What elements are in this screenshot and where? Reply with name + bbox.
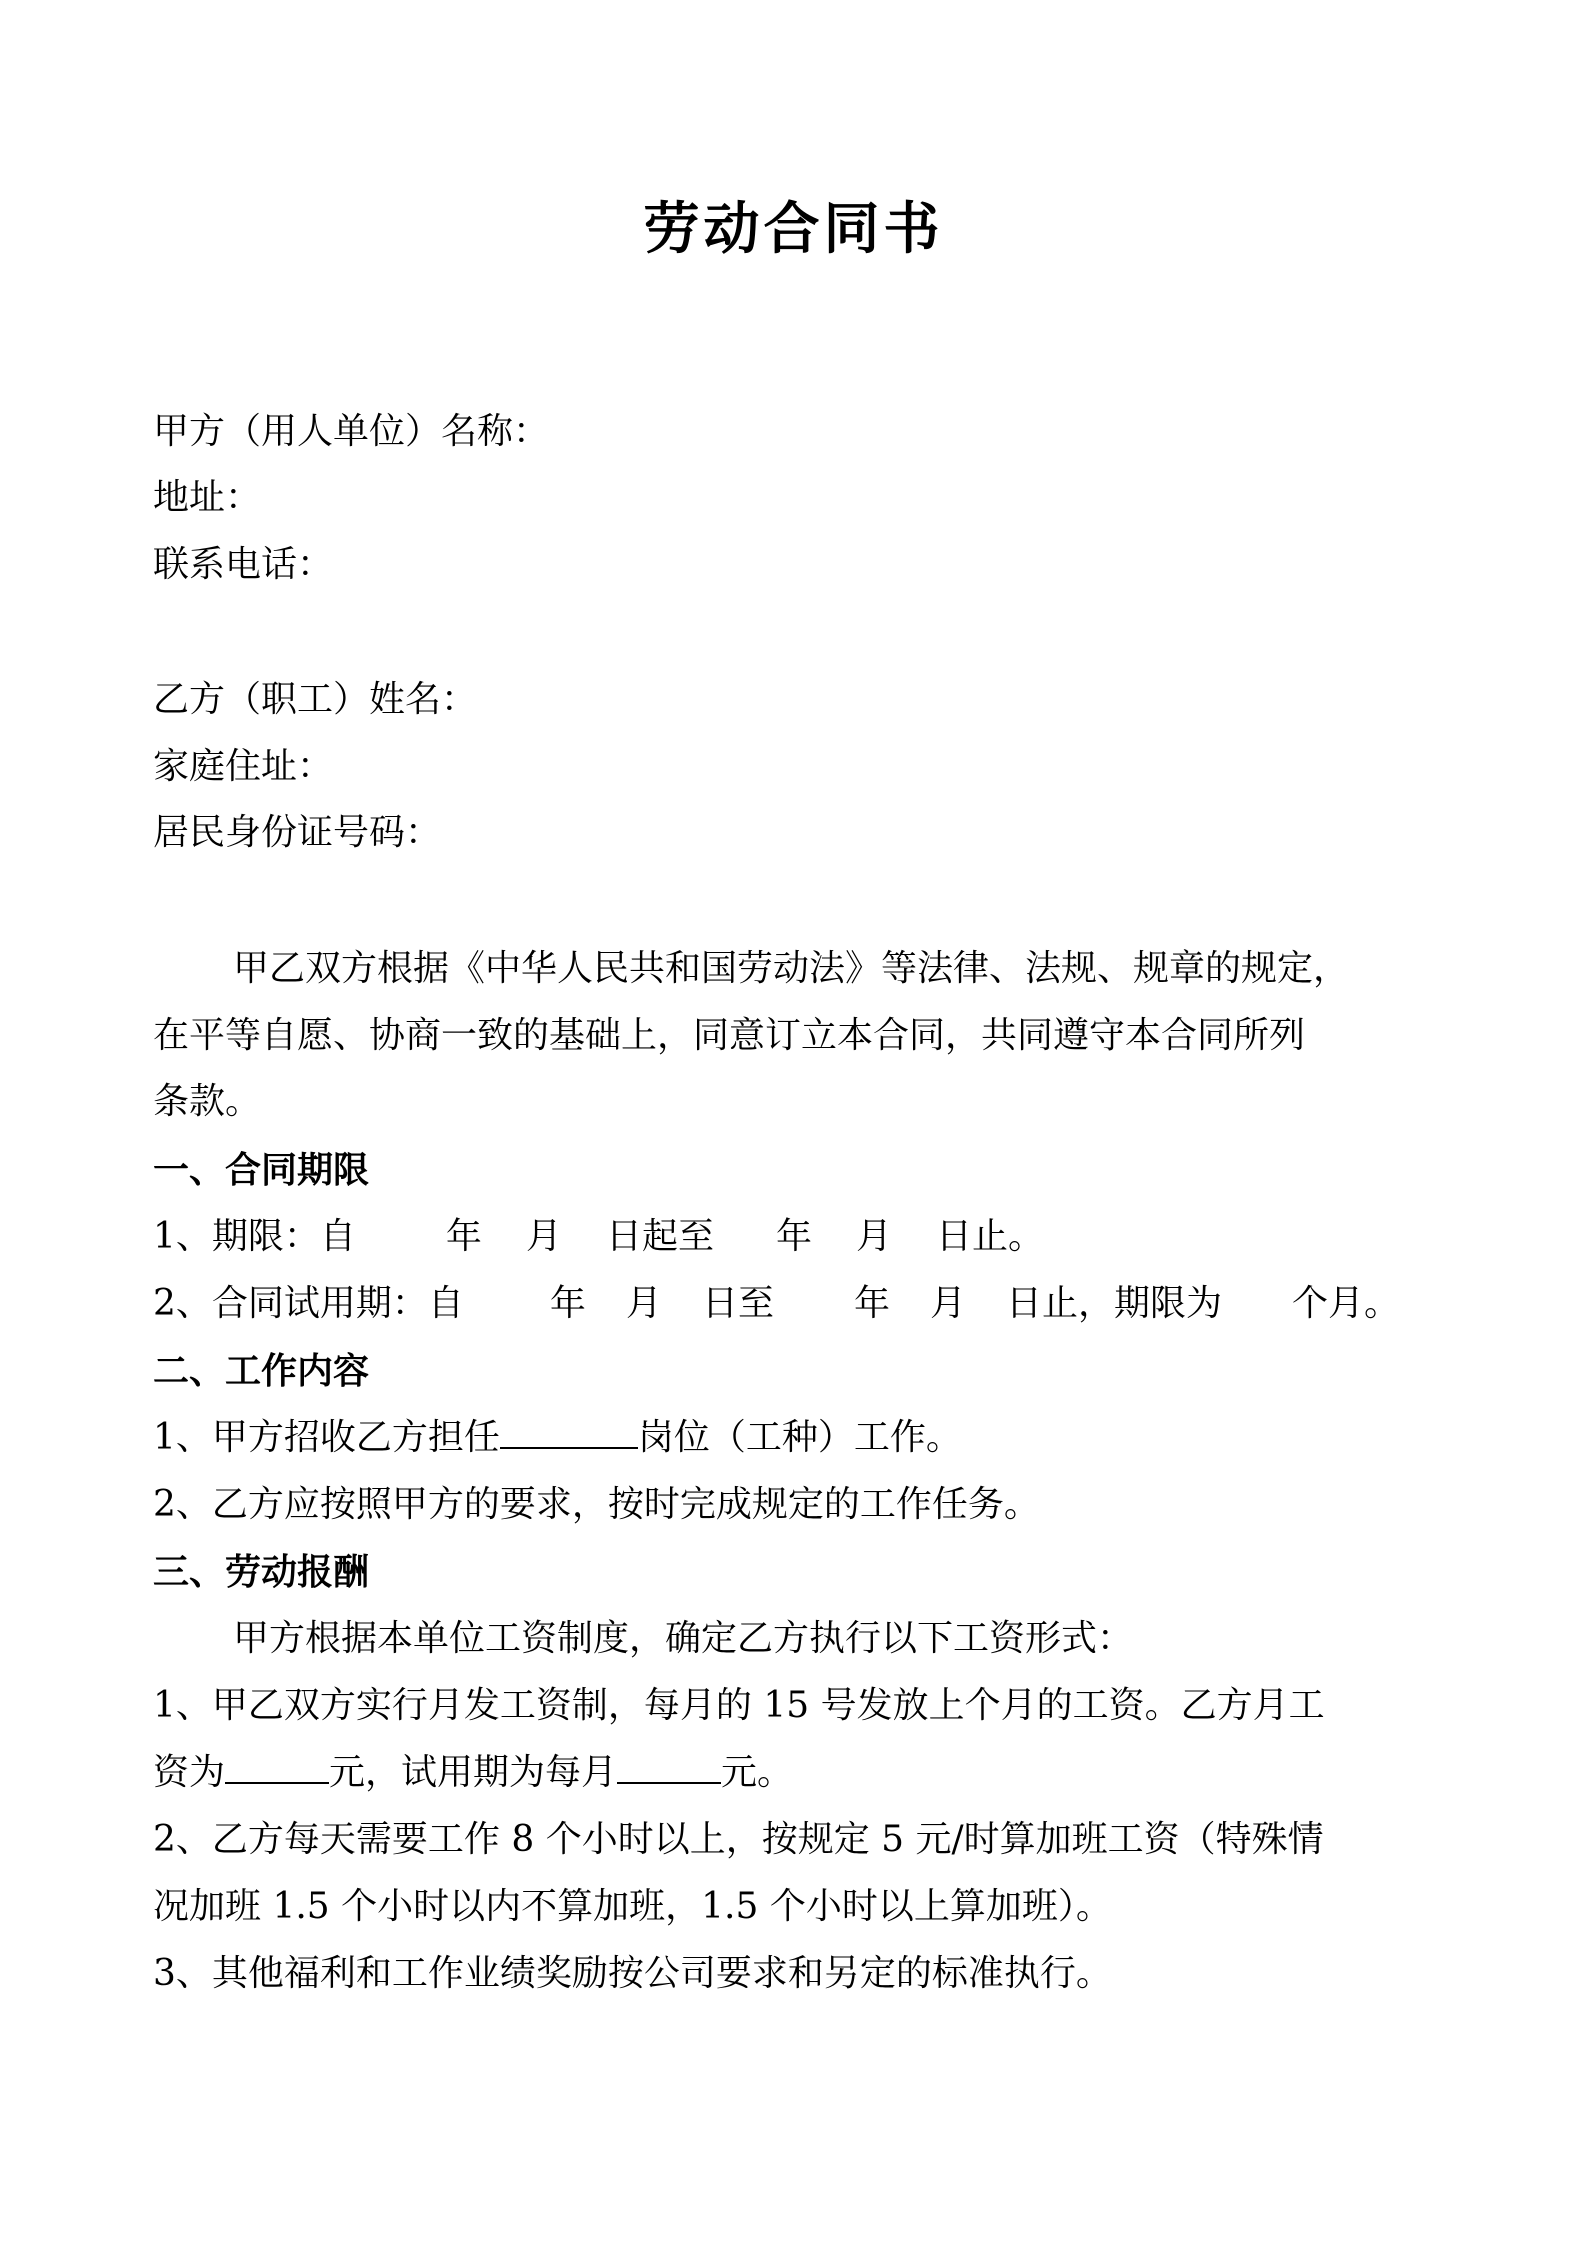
salary-prefix: 资为 (153, 1752, 226, 1793)
party-b-home-label: 家庭住址： (153, 746, 334, 787)
pay-item-3: 3、其他福利和工作业绩奖励按公司要求和另定的标准执行。 (153, 1953, 1112, 1994)
task-line: 2、乙方应按照甲方的要求，按时完成规定的工作任务。 (153, 1484, 1040, 1525)
probation-day-1: 日至 (701, 1283, 774, 1324)
pay-item-1-line-2 (153, 1749, 1453, 1797)
party-b-id-label: 居民身份证号码： (153, 812, 442, 853)
probation-salary-blank (617, 1781, 721, 1784)
probation-year-2: 年 (853, 1283, 890, 1324)
party-a-address-label: 地址： (153, 477, 262, 518)
pay-intro: 甲方根据本单位工资制度，确定乙方执行以下工资形式： (233, 1618, 1134, 1659)
intro-line-1: 甲乙双方根据《中华人民共和国劳动法》等法律、法规、规章的规定， (233, 948, 1350, 989)
job-prefix: 1、甲方招收乙方担任 (153, 1417, 500, 1458)
probation-prefix: 2、合同试用期：自 (153, 1283, 464, 1324)
section-1-heading: 一、合同期限 (153, 1149, 370, 1191)
pay-item-2-line-1: 2、乙方每天需要工作 8 个小时以上，按规定 5 元/时算加班工资（特殊情 (153, 1819, 1324, 1860)
term-year-2: 年 (775, 1216, 812, 1257)
probation-day-2: 日止，期限为 (1005, 1283, 1222, 1324)
probation-line (153, 1280, 1453, 1328)
salary-suffix: 元。 (721, 1752, 794, 1793)
probation-suffix: 个月。 (1292, 1283, 1401, 1324)
party-a-name-label: 甲方（用人单位）名称： (153, 411, 550, 452)
term-day-1: 日起至 (605, 1216, 714, 1257)
term-prefix: 1、期限：自 (153, 1216, 356, 1257)
probation-month-2: 月 (929, 1283, 966, 1324)
section-2-heading: 二、工作内容 (153, 1350, 370, 1392)
intro-line-3: 条款。 (153, 1081, 262, 1122)
term-year-1: 年 (445, 1216, 482, 1257)
party-b-name-label: 乙方（职工）姓名： (153, 679, 478, 720)
term-month-2: 月 (855, 1216, 892, 1257)
job-blank (500, 1446, 638, 1449)
term-month-1: 月 (525, 1216, 562, 1257)
probation-month-1: 月 (625, 1283, 662, 1324)
job-line (153, 1414, 1453, 1462)
party-a-phone-label: 联系电话： (153, 544, 334, 585)
salary-blank (225, 1781, 329, 1784)
pay-item-1-line-1: 1、甲乙双方实行月发工资制，每月的 15 号发放上个月的工资。乙方月工 (153, 1685, 1325, 1726)
term-day-2: 日止。 (935, 1216, 1044, 1257)
job-suffix: 岗位（工种）工作。 (637, 1417, 962, 1458)
salary-middle: 元，试用期为每月 (329, 1752, 618, 1793)
intro-line-2: 在平等自愿、协商一致的基础上，同意订立本合同，共同遵守本合同所列 (153, 1015, 1306, 1056)
section-3-heading: 三、劳动报酬 (153, 1551, 370, 1593)
document-title: 劳动合同书 (643, 196, 944, 262)
pay-item-2-line-2: 况加班 1.5 个小时以内不算加班，1.5 个小时以上算加班）。 (153, 1886, 1112, 1927)
probation-year-1: 年 (549, 1283, 586, 1324)
term-line (153, 1213, 1453, 1261)
